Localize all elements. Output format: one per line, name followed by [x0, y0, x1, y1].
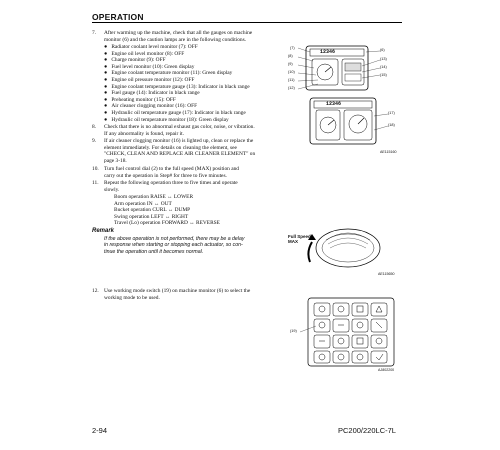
bullet-dot: ●	[104, 57, 108, 64]
text-line: slowly.	[104, 186, 120, 193]
bullet-item	[104, 90, 250, 97]
bullet-text: Hydraulic oil temperature gauge (17): Indicator in black range	[111, 109, 246, 116]
bullet-dot: ●	[104, 70, 108, 77]
label-line: Full Speed	[288, 234, 311, 239]
callout-label: (10)	[288, 70, 295, 74]
bullet-dot: ●	[104, 116, 108, 123]
text-line: element immediately. For details on cleaning the element, see	[104, 144, 237, 151]
bullet-text: Radiator coolant level monitor (7): OFF	[111, 44, 198, 50]
bullet-dot: ●	[104, 83, 108, 90]
text-line: monitor (6) and the caution lamps are in the following conditions.	[104, 36, 247, 43]
header-rule	[92, 22, 402, 23]
step-11-text	[104, 180, 238, 193]
bullet-item	[104, 117, 250, 124]
figure-caption: AE115160	[380, 150, 397, 154]
step-12-text	[104, 288, 250, 301]
step-7-bullet-list	[104, 44, 250, 123]
text-line: page 3-18.	[104, 157, 127, 164]
working-mode-switch-figure	[288, 296, 400, 378]
bullet-text: Hydraulic oil temperature monitor (18): Green display	[111, 116, 229, 123]
text-line: in response when starting or stopping each actuator, so con-	[104, 242, 243, 249]
bullet-item	[104, 44, 250, 51]
step-8-text	[104, 124, 255, 137]
step-number: 8.	[92, 124, 97, 130]
bullet-dot: ●	[104, 103, 108, 110]
switch-panel-diagram	[288, 296, 400, 378]
bullet-item	[104, 110, 250, 117]
bullet-dot: ●	[104, 109, 108, 116]
page-number: 2-94	[92, 426, 108, 435]
bullet-dot: ●	[104, 90, 108, 97]
operation-item: Boom operation RAISE ↔ LOWER	[114, 194, 194, 200]
machine-monitor-figure	[288, 42, 400, 158]
bullet-dot: ●	[104, 63, 108, 70]
callout-label: (17)	[388, 111, 395, 115]
text-line: "CHECK, CLEAN AND REPLACE AIR CLEANER ELEMENT" on	[104, 151, 256, 158]
bullet-text: Engine oil pressure monitor (12): OFF	[111, 76, 195, 83]
text-line: working mode to be used.	[104, 294, 160, 301]
callout-label: (8)	[288, 54, 293, 58]
text-line: If air cleaner clogging monitor (16) is lighted up, clean or replace the	[104, 138, 254, 144]
bullet-text: Fuel level monitor (10): Green display	[111, 63, 195, 70]
bullet-text: Charge monitor (9): OFF	[111, 57, 166, 64]
text-line: Use working mode switch (19) on machine monitor (6) to select the	[104, 288, 251, 294]
full-speed-label	[288, 234, 311, 244]
bullet-text: Preheating monitor (15): OFF	[111, 96, 176, 103]
bullet-text: Engine coolant temperature gauge (13): Indicator in black range	[111, 83, 250, 90]
text-line: tinue the operation until it becomes normal.	[104, 248, 204, 255]
fuel-dial-figure	[288, 222, 400, 282]
remark-title: Remark	[92, 228, 115, 234]
remark-text	[104, 236, 244, 255]
operation-item: Travel (Lo) operation FORWARD ↔ REVERSE	[114, 220, 220, 227]
callout-label: (9)	[288, 62, 293, 66]
label-line: MAX	[288, 239, 298, 244]
callout-label: (13)	[380, 57, 387, 61]
bullet-text: Fuel gauge (14): Indicator in black range	[111, 90, 200, 97]
bullet-text: Engine coolant temperature monitor (11): Green display	[111, 70, 233, 77]
text-line: Check that there is no abnormal exhaust gas color, noise, or vibration.	[104, 124, 255, 130]
hour-meter-display: 12346	[326, 101, 342, 107]
bullet-dot: ●	[104, 96, 108, 103]
bullet-text: Engine oil level monitor (8): OFF	[111, 50, 185, 57]
step-10-text	[104, 166, 239, 179]
callout-label: (15)	[380, 73, 387, 77]
callout-label: (11)	[288, 78, 295, 82]
operation-item: Swing operation LEFT ↔ RIGHT	[114, 213, 189, 220]
step-number: 12.	[92, 288, 99, 294]
step-number: 7.	[92, 30, 97, 36]
bullet-dot: ●	[104, 44, 108, 50]
text-line: If the above operation is not performed, there may be a delay	[104, 236, 245, 242]
operation-list	[114, 194, 220, 227]
callout-label: (6)	[380, 48, 385, 52]
operation-item: Arm operation IN ↔ OUT	[114, 200, 172, 207]
callout-label: (14)	[380, 65, 387, 69]
figure-caption: AE115650	[378, 272, 395, 276]
section-header: OPERATION	[92, 12, 144, 22]
bullet-item	[104, 70, 250, 77]
text-line: Repeat the following operation three to five times and operate	[104, 180, 238, 186]
callout-label: (7)	[290, 46, 295, 50]
step-number: 9.	[92, 138, 97, 144]
model-name: PC200/220LC-7L	[338, 426, 396, 435]
text-line: If any abnormality is found, repair it.	[104, 130, 184, 137]
step-number: 10.	[92, 166, 99, 172]
bullet-text: Air cleaner clogging monitor (16): OFF	[111, 103, 198, 110]
bullet-dot: ●	[104, 50, 108, 57]
bullet-item	[104, 103, 250, 110]
callout-label: (12)	[288, 86, 295, 90]
step-number: 11.	[92, 180, 99, 186]
step-9-text	[104, 138, 255, 164]
text-line: Turn fuel control dial (2) to the full speed (MAX) position and	[104, 166, 239, 172]
step-7-intro	[104, 30, 252, 43]
text-line: carry out the operation in Step# for three to five minutes.	[104, 172, 227, 179]
text-line: After warming up the machine, check that all the gauges on machine	[104, 30, 253, 36]
figure-caption: AJ802200	[378, 368, 395, 372]
bullet-item	[104, 57, 250, 64]
bullet-item	[104, 77, 250, 84]
callout-label: (18)	[388, 123, 395, 127]
hour-meter-display: 12346	[320, 49, 336, 55]
bullet-dot: ●	[104, 76, 108, 83]
operation-item: Bucket operation CURL ↔ DUMP	[114, 207, 191, 214]
callout-label: (19)	[290, 329, 297, 333]
